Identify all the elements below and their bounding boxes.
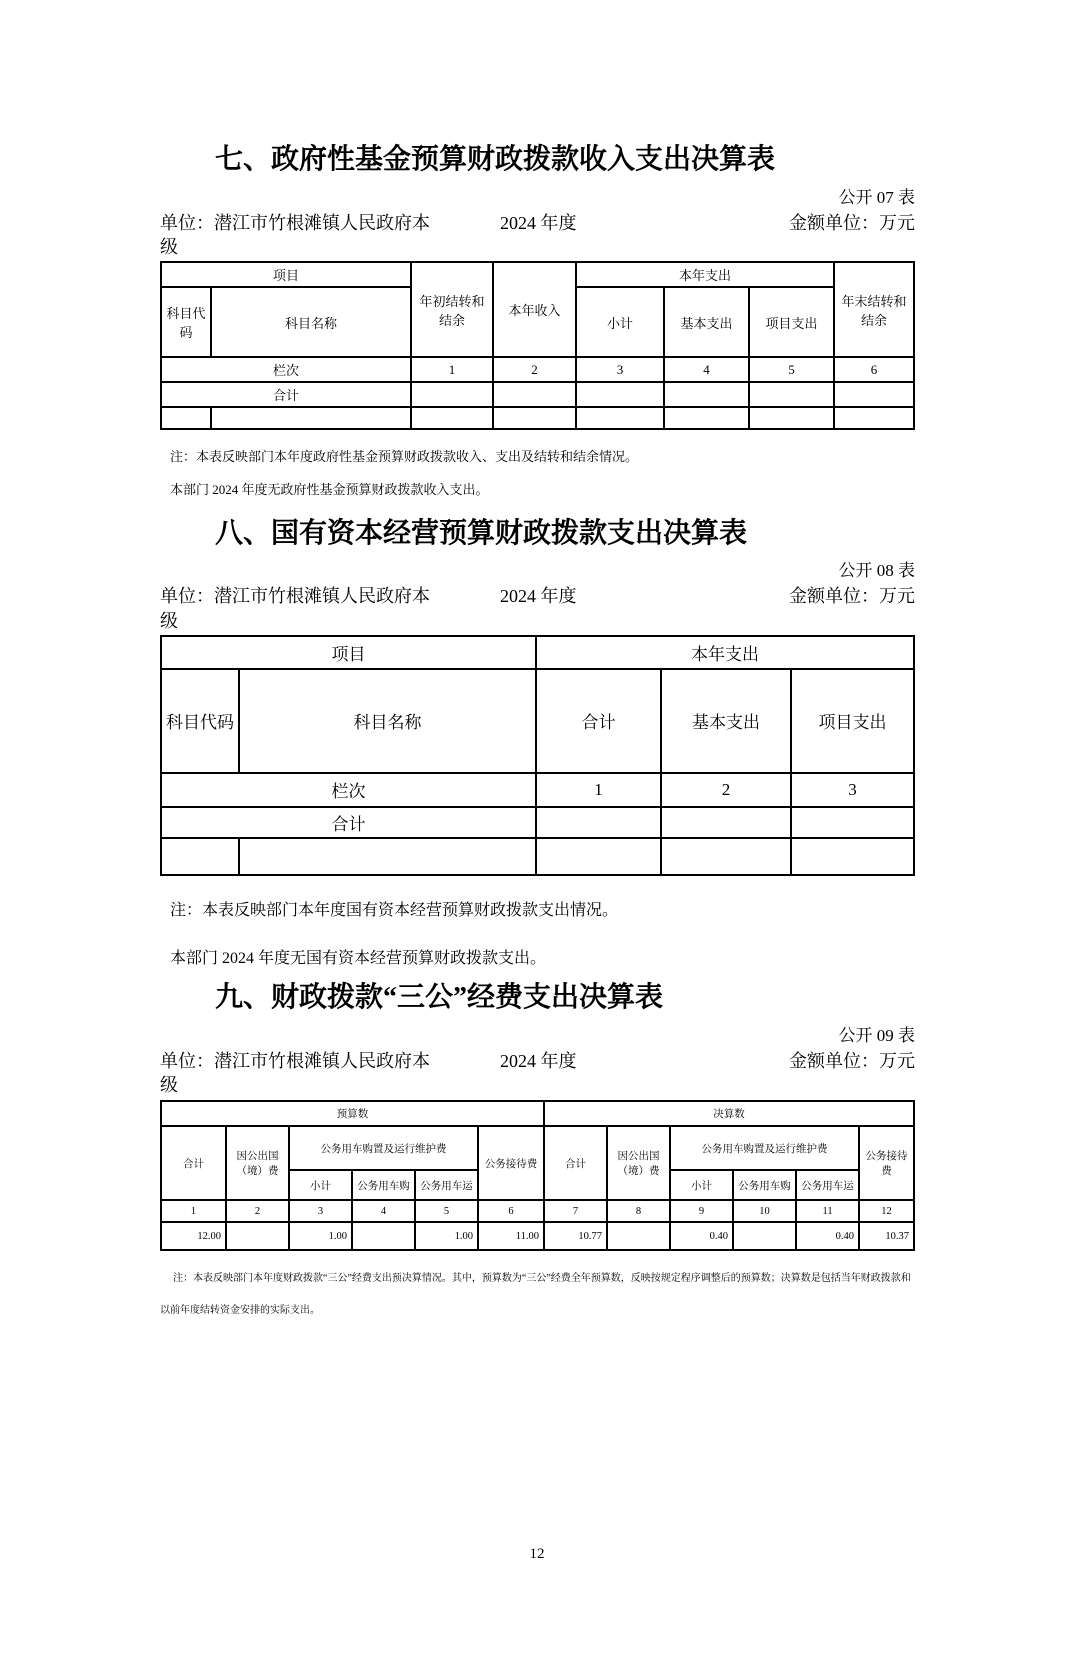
column-index-cell: 2	[661, 773, 791, 807]
amount-unit: 金额单位：万元	[789, 212, 915, 233]
empty-cell	[161, 838, 239, 875]
column-index-cell: 3	[289, 1200, 352, 1222]
header-final-vehicle-purchase: 公务用车购	[733, 1170, 796, 1200]
header-project: 项目	[161, 262, 411, 287]
table-08-statement: 本部门 2024 年度无国有资本经营预算财政拨款支出。	[170, 949, 547, 967]
header-final-vehicle-subtotal: 小计	[670, 1170, 733, 1200]
table-07-meta-row	[160, 211, 915, 260]
header-final-total: 合计	[544, 1126, 607, 1200]
empty-cell	[536, 807, 661, 838]
empty-cell	[661, 807, 791, 838]
value-cell: 11.00	[478, 1222, 544, 1250]
value-cell: 10.77	[544, 1222, 607, 1250]
header-project-expense: 项目支出	[749, 287, 834, 357]
table-08-state-capital	[160, 635, 915, 876]
header-final-vehicle-operation: 公务用车运	[796, 1170, 859, 1200]
unit-name: 单位：潜江市竹根滩镇人民政府本级	[160, 212, 430, 257]
header-budget-vehicle: 公务用车购置及运行维护费	[289, 1126, 478, 1170]
header-end-balance: 年末结转和结余	[834, 262, 914, 357]
column-index-cell: 7	[544, 1200, 607, 1222]
amount-unit: 金额单位：万元	[789, 586, 915, 607]
value-cell: 12.00	[161, 1222, 226, 1250]
empty-cell	[749, 407, 834, 429]
column-index-cell: 6	[478, 1200, 544, 1222]
empty-cell	[791, 838, 914, 875]
header-subject-code: 科目代码	[161, 287, 211, 357]
header-subject-code: 科目代码	[161, 669, 239, 773]
header-budget-total: 合计	[161, 1126, 226, 1200]
unit-name: 单位：潜江市竹根滩镇人民政府本级	[160, 1050, 430, 1096]
empty-cell	[411, 407, 493, 429]
unit-name: 单位：潜江市竹根滩镇人民政府本级	[160, 586, 430, 631]
value-cell: 0.40	[670, 1222, 733, 1250]
empty-cell	[749, 382, 834, 407]
amount-unit: 金额单位：万元	[789, 1050, 915, 1071]
section-8-title: 八、国有资本经营预算财政拨款支出决算表	[215, 517, 748, 549]
column-index-cell: 9	[670, 1200, 733, 1222]
column-index-cell: 8	[607, 1200, 670, 1222]
empty-cell	[411, 382, 493, 407]
header-subject-name: 科目名称	[211, 287, 411, 357]
value-cell	[352, 1222, 415, 1250]
header-begin-balance: 年初结转和结余	[411, 262, 493, 357]
table-08-note: 注：本表反映部门本年度国有资本经营预算财政拨款支出情况。	[170, 901, 619, 919]
column-index-cell: 10	[733, 1200, 796, 1222]
empty-cell	[536, 838, 661, 875]
lanci-label: 栏次	[161, 357, 411, 382]
empty-cell	[576, 407, 664, 429]
fiscal-year: 2024 年度	[500, 586, 577, 607]
header-year-expense: 本年支出	[576, 262, 834, 287]
total-row-label: 合计	[161, 382, 411, 407]
header-final-abroad: 因公出国（境）费	[607, 1126, 670, 1200]
fiscal-year: 2024 年度	[500, 212, 577, 233]
empty-cell	[239, 838, 536, 875]
value-cell	[733, 1222, 796, 1250]
total-row-label: 合计	[161, 807, 536, 838]
empty-cell	[493, 382, 576, 407]
value-cell	[607, 1222, 670, 1250]
header-budget-reception: 公务接待费	[478, 1126, 544, 1200]
public-table-07-label: 公开 07 表	[838, 187, 915, 207]
column-index-cell: 2	[493, 357, 576, 382]
empty-cell	[664, 382, 749, 407]
column-index-cell: 11	[796, 1200, 859, 1222]
value-cell: 1.00	[415, 1222, 478, 1250]
fiscal-year: 2024 年度	[500, 1050, 577, 1071]
empty-cell	[791, 807, 914, 838]
header-budget-vehicle-operation: 公务用车运	[415, 1170, 478, 1200]
column-index-cell: 3	[576, 357, 664, 382]
section-state-capital	[160, 517, 915, 969]
page-content	[160, 143, 915, 1327]
empty-cell	[211, 407, 411, 429]
column-index-cell: 4	[664, 357, 749, 382]
header-final-reception: 公务接待费	[859, 1126, 914, 1200]
header-budget-abroad: 因公出国（境）费	[226, 1126, 289, 1200]
column-index-cell: 5	[749, 357, 834, 382]
header-subtotal: 小计	[576, 287, 664, 357]
header-budget-figures: 预算数	[161, 1101, 544, 1126]
table-09-note: 注：本表反映部门本年度财政拨款“三公”经费支出预决算情况。其中，预算数为“三公”经费全年预算数，反映按规定程序调整后的预算数；决算数是包括当年财政拨款和以前年度结转资金安排的实际支出。	[160, 1273, 911, 1317]
empty-cell	[661, 838, 791, 875]
column-index-cell: 1	[161, 1200, 226, 1222]
public-table-09-label: 公开 09 表	[838, 1025, 915, 1045]
header-budget-vehicle-purchase: 公务用车购	[352, 1170, 415, 1200]
value-cell: 1.00	[289, 1222, 352, 1250]
empty-cell	[834, 382, 914, 407]
column-index-cell: 2	[226, 1200, 289, 1222]
column-index-cell: 12	[859, 1200, 914, 1222]
header-project-expense: 项目支出	[791, 669, 914, 773]
header-total: 合计	[536, 669, 661, 773]
header-final-vehicle: 公务用车购置及运行维护费	[670, 1126, 859, 1170]
section-three-public	[160, 981, 915, 1327]
empty-cell	[161, 407, 211, 429]
public-table-08-label: 公开 08 表	[838, 561, 915, 581]
header-year-income: 本年收入	[493, 262, 576, 357]
column-index-cell: 4	[352, 1200, 415, 1222]
table-08-meta-row	[160, 584, 915, 633]
column-index-cell: 5	[415, 1200, 478, 1222]
column-index-cell: 1	[411, 357, 493, 382]
table-07-note: 注：本表反映部门本年度政府性基金预算财政拨款收入、支出及结转和结余情况。	[170, 449, 639, 465]
table-09-meta-row	[160, 1049, 915, 1098]
empty-cell	[576, 382, 664, 407]
table-07-gov-fund	[160, 261, 915, 430]
value-cell	[226, 1222, 289, 1250]
section-gov-fund	[160, 143, 915, 500]
column-index-cell: 1	[536, 773, 661, 807]
empty-cell	[664, 407, 749, 429]
header-year-expense: 本年支出	[536, 636, 914, 669]
header-basic-expense: 基本支出	[661, 669, 791, 773]
empty-cell	[493, 407, 576, 429]
table-07-statement: 本部门 2024 年度无政府性基金预算财政拨款收入支出。	[170, 482, 489, 498]
header-final-figures: 决算数	[544, 1101, 914, 1126]
header-project: 项目	[161, 636, 536, 669]
table-09-three-public	[160, 1100, 915, 1251]
column-index-cell: 3	[791, 773, 914, 807]
page-number: 12	[529, 1546, 545, 1562]
section-7-title: 七、政府性基金预算财政拨款收入支出决算表	[215, 144, 776, 175]
section-9-title: 九、财政拨款“三公”经费支出决算表	[215, 982, 664, 1014]
lanci-label: 栏次	[161, 773, 536, 807]
value-cell: 0.40	[796, 1222, 859, 1250]
header-basic-expense: 基本支出	[664, 287, 749, 357]
header-subject-name: 科目名称	[239, 669, 536, 773]
header-budget-vehicle-subtotal: 小计	[289, 1170, 352, 1200]
empty-cell	[834, 407, 914, 429]
value-cell: 10.37	[859, 1222, 914, 1250]
column-index-cell: 6	[834, 357, 914, 382]
